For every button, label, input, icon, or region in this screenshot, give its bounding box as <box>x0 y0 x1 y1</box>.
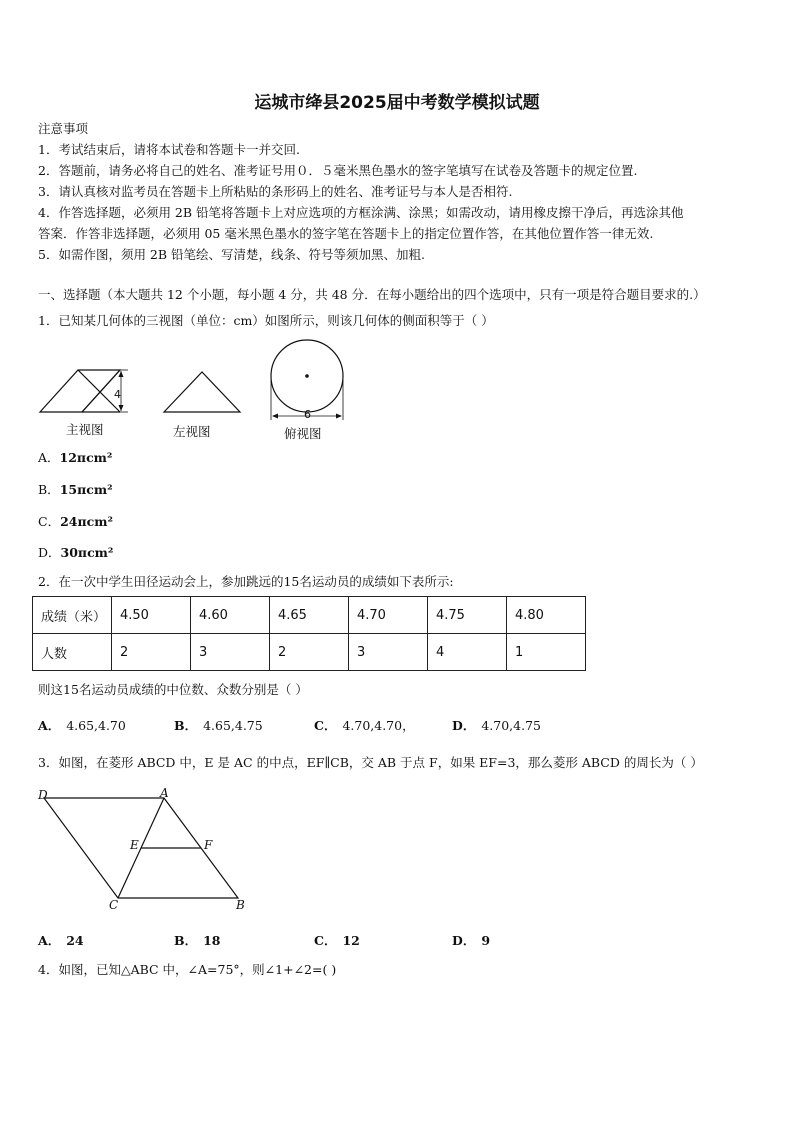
notes-item: 2．答题前，请务必将自己的姓名、准考证号用０．５毫米黑色墨水的签字笔填写在试卷及答题卡的规定位置. <box>38 163 638 178</box>
page-title: 运城市绛县2025届中考数学模拟试题 <box>254 93 540 113</box>
table-header-cell: 成绩（米） <box>33 597 112 634</box>
notes-item: 4．作答选择题，必须用 2B 铅笔将答题卡上对应选项的方框涂满、涂黑；如需改动，请用橡皮擦干净后，再选涂其他 <box>38 205 684 220</box>
table-cell: 4 <box>428 634 507 671</box>
score-table <box>32 596 586 671</box>
table-cell: 3 <box>349 634 428 671</box>
point-label-e: E <box>130 838 139 852</box>
table-cell: 4.75 <box>428 597 507 634</box>
table-cell: 2 <box>270 634 349 671</box>
caption-front-view: 主视图 <box>66 422 104 437</box>
option-c: C．24πcm² <box>38 514 113 529</box>
notes-item: 5．如需作图，须用 2B 铅笔绘、写清楚，线条、符号等须加黑、加粗. <box>38 247 426 262</box>
question-1-stem: 1．已知某几何体的三视图（单位：cm）如图所示，则该几何体的侧面积等于（ ） <box>38 313 494 328</box>
option-a: A． 4.65,4.70 <box>38 718 126 733</box>
table-cell: 2 <box>112 634 191 671</box>
option-b: B． 4.65,4.75 <box>174 718 263 733</box>
notes-item: 3．请认真核对监考员在答题卡上所粘贴的条形码上的姓名、准考证号与本人是否相符. <box>38 184 513 199</box>
table-row <box>33 597 586 634</box>
option-d: D． 9 <box>452 933 491 948</box>
table-row <box>33 634 586 671</box>
notes-heading: 注意事项 <box>38 121 89 136</box>
option-d: D． 4.70,4.75 <box>452 718 541 733</box>
notes-item: 答案．作答非选择题，必须用 05 毫米黑色墨水的签字笔在答题卡上的指定位置作答，在其他位置作答一律无效. <box>38 226 654 241</box>
caption-side-view: 左视图 <box>173 424 211 439</box>
height-label: 4 <box>114 388 121 401</box>
question-2-prompt: 则这15名运动员成绩的中位数、众数分别是（ ） <box>38 682 308 697</box>
table-cell: 4.70 <box>349 597 428 634</box>
point-label-b: B <box>236 898 245 912</box>
option-b: B． 18 <box>174 933 221 948</box>
table-cell: 4.60 <box>191 597 270 634</box>
table-cell: 4.50 <box>112 597 191 634</box>
point-label-f: F <box>204 838 213 852</box>
point-label-a: A <box>160 786 169 800</box>
rhombus-figure <box>30 784 260 914</box>
table-cell: 4.65 <box>270 597 349 634</box>
section-heading: 一、选择题（本大题共 12 个小题，每小题 4 分，共 48 分．在每小题给出的四个选项中，只有一项是符合题目要求的.） <box>38 287 706 302</box>
option-a: A． 24 <box>38 933 84 948</box>
point-label-c: C <box>109 898 119 912</box>
side-view <box>164 372 240 412</box>
table-cell: 4.80 <box>507 597 586 634</box>
table-header-cell: 人数 <box>33 634 112 671</box>
width-label: 6 <box>304 408 311 421</box>
notes-item: 1．考试结束后，请将本试卷和答题卡一并交回. <box>38 142 300 157</box>
question-3-stem: 3．如图，在菱形 ABCD 中，E 是 AC 的中点，EF∥CB，交 AB 于点 F，如果 EF=3，那么菱形 ABCD 的周长为（ ） <box>38 755 703 770</box>
option-d: D．30πcm² <box>38 545 114 560</box>
table-cell: 3 <box>191 634 270 671</box>
question-4-stem: 4．如图，已知△ABC 中，∠A=75°，则∠1+∠2=( ) <box>38 962 337 977</box>
option-a: A．12πcm² <box>38 450 113 465</box>
option-c: C． 4.70,4.70， <box>314 718 415 733</box>
caption-top-view: 俯视图 <box>284 426 322 441</box>
option-c: C． 12 <box>314 933 360 948</box>
question-2-stem: 2．在一次中学生田径运动会上，参加跳远的15名运动员的成绩如下表所示: <box>38 574 454 589</box>
point-label-d: D <box>38 788 48 802</box>
option-b: B．15πcm² <box>38 482 113 497</box>
table-cell: 1 <box>507 634 586 671</box>
